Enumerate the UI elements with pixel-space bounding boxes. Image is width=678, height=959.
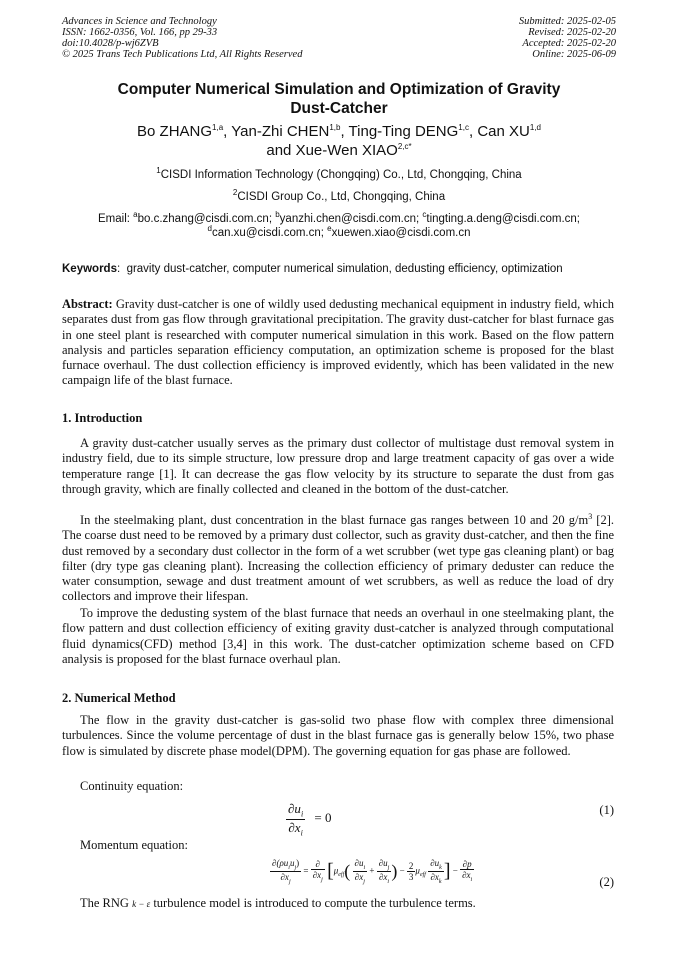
eq-term: ∂x	[312, 870, 322, 881]
paper-title	[62, 80, 616, 118]
author-sup: 2,c*	[397, 142, 412, 151]
author-and: and	[266, 142, 292, 159]
eq-sub: i	[288, 864, 290, 871]
rng-text: The RNG	[80, 896, 129, 910]
intro-p2-text: [2]. The coarse dust need to be removed by a primary dust collector, such as gravity dust-catcher, and then the fine dust removed by a secondary dust collector in the form of a wet scrubber (wet type gas cleaning plant) or bag filter (dry type gas cleaning plant). Increasing the collection efficiency of primary deduster can reduce the water consumption, sewage and dust treatment amount of wet scrubbers, as well as reduce the load of dry collectors and improve their lifespan.	[62, 513, 615, 604]
equation-2: $\frac{\partial(\rho u_iu_j)}{\partial x_j}$ = $\frac{\partial}{\partial x_j}$ [$\mu_{eff}$( $\frac{\partial u_i}{\partial x_j}$ + $\frac{\partial u_j}{\partial x_i}$ ) − $\frac{2}{3}$ $\mu_{eff}$ $\frac{\partial u_k}{\partial x_k}$ ] − $\frac{\partial p}{\partial x_i}$	[272, 858, 473, 885]
eq-sub: i	[387, 878, 390, 885]
eq-term: u	[289, 858, 295, 868]
dates-header	[519, 16, 616, 60]
affiliation-1	[62, 168, 616, 182]
eq-sub: eff	[419, 872, 426, 879]
email-label: Email:	[98, 213, 130, 225]
intro-paragraph-3: To improve the dedusting system of the blast furnace that needs an overhaul in one steelmaking plant, the flow pattern and dust collection efficiency of exiting gravity dust-catcher is analyzed through computational fluid dynamics(CFD) method [3,4] in this work. The dust-catcher optimization scheme based on CFD analysis is proposed for the blast furnace overhaul plan.	[62, 606, 614, 666]
author-name: Yan-Zhi CHEN	[231, 123, 330, 140]
eq-term: −	[399, 865, 405, 876]
rng-symbol: k − ε	[132, 899, 151, 909]
eq-term: μ	[333, 865, 339, 876]
affiliation-text: CISDI Information Technology (Chongqing) Co., Ltd, Chongqing, China	[160, 169, 522, 181]
method-paragraph-1: The flow in the gravity dust-catcher is gas-solid two phase flow with complex three dimensional turbulences. Since the volume percentage of dust in the blast furnace gas is generally below 15%, two phase flow is simulated by discrete phase model(DPM). The governing equation for gas phase are followed.	[62, 713, 614, 758]
eq-term: 2	[408, 860, 414, 871]
affiliation-text: CISDI Group Co., Ltd, Chongqing, China	[237, 191, 446, 203]
section-heading: 2. Numerical Method	[62, 691, 176, 705]
journal-header	[62, 16, 302, 60]
superscript: 3	[588, 511, 593, 521]
eq-term: ∂u	[288, 801, 301, 816]
eq-term: ∂p	[462, 859, 472, 870]
equation-number: (1)	[599, 803, 614, 817]
eq-term: ∂x	[462, 870, 471, 881]
email-sup: a	[133, 210, 138, 220]
email-link[interactable]: tingting.a.deng@cisdi.com.cn;	[426, 213, 580, 225]
title-line-1: Computer Numerical Simulation and Optimization of Gravity	[117, 81, 561, 98]
eq-sub: i	[300, 809, 304, 819]
eq-sub: i	[363, 864, 366, 871]
submitted-date: Submitted: 2025-02-05	[518, 16, 616, 27]
momentum-label: Momentum equation:	[80, 838, 188, 852]
revised-date: Revised: 2025-02-20	[528, 27, 616, 38]
title-line-2: Dust-Catcher	[290, 100, 388, 117]
copyright: © 2025 Trans Tech Publications Ltd, All Rights Reserved	[62, 49, 303, 60]
email-sup: d	[207, 224, 212, 234]
email-link[interactable]: bo.c.zhang@cisdi.com.cn;	[137, 213, 273, 225]
journal-name: Advances in Science and Technology	[62, 16, 217, 27]
eq-term: ∂x	[354, 871, 364, 882]
author-sup: 1,d	[529, 123, 541, 132]
affiliation-sup: 2	[232, 188, 238, 198]
abstract	[62, 297, 614, 389]
author-name: Xue-Wen XIAO	[295, 142, 398, 159]
email-link[interactable]: yanzhi.chen@cisdi.com.cn;	[279, 213, 420, 225]
rng-text: turbulence model is introduced to compute the turbulence terms.	[153, 896, 476, 910]
eq-term: ∂x	[288, 819, 301, 835]
author-name: Bo ZHANG	[137, 123, 213, 140]
eq-sub: j	[321, 877, 323, 884]
email-sup: c	[422, 210, 427, 220]
eq-term: ∂(ρu	[272, 858, 289, 868]
eq-sub: i	[300, 828, 303, 838]
eq-term: ∂	[311, 859, 325, 870]
eq-term: )	[296, 858, 300, 868]
eq-sub: j	[288, 878, 291, 885]
intro-paragraph-1: A gravity dust-catcher usually serves as the primary dust collector of multistage dust removal system in industry field, due to its simple structure, low pressure drop and large treatment capacity of gas over a wide temperature range [1]. It can decrease the gas flow velocity by its structure to separate the dust from gas through gravity, which are finally collected and cleaned in the bottom of the dust-catcher.	[62, 436, 614, 496]
eq-sub: j	[363, 878, 365, 885]
email-link[interactable]: xuewen.xiao@cisdi.com.cn	[331, 227, 471, 239]
eq-term: =	[303, 865, 309, 876]
section-heading: 1. Introduction	[62, 411, 143, 425]
eq-sub: eff	[338, 872, 345, 879]
email-link[interactable]: can.xu@cisdi.com.cn;	[211, 227, 324, 239]
author-sup: 1,c	[458, 123, 469, 132]
affiliation-sup: 1	[156, 166, 161, 176]
eq-sub: k	[439, 864, 442, 871]
eq-term: ∂u	[354, 858, 364, 868]
author-list: Bo ZHANG$^{1,a}$, Yan-Zhi CHEN$^{1,b}$, Ting-Ting DENG$^{1,c}$, Can XU$^{1,d}$ and Xue-Wen $XIAO^{2,c*}$	[137, 123, 541, 159]
eq-term: μ	[415, 865, 420, 876]
email-sup: b	[275, 210, 280, 220]
equation-number: (2)	[599, 875, 614, 889]
author-sup: 1,b	[329, 123, 341, 132]
rng-sentence	[62, 896, 614, 912]
affiliation-2	[62, 190, 616, 204]
eq-term: ∂u	[430, 858, 440, 868]
online-date: Online: 2025-06-09	[532, 49, 616, 60]
issn: ISSN: 1662-0356, Vol. 166, pp 29-33	[62, 27, 218, 38]
author-sup: 1,a	[212, 123, 224, 132]
equation-1	[286, 801, 332, 837]
keywords-text: gravity dust-catcher, computer numerical simulation, dedusting efficiency, optimization	[126, 263, 563, 275]
intro-paragraph-2	[62, 513, 614, 605]
email-list	[62, 212, 616, 240]
abstract-text: Gravity dust-catcher is one of wildly used dedusting mechanical equipment in industry field, which separates dust from gas flow through gravitational precipitation. The gravity dust-catcher for blast furnace gas in one steel plant is researched with computer numerical simulation in this work. Based on the flow pattern analysis and particles separation efficiency computation, an optimization scheme is proposed for the blast furnace overhaul. The dust collection efficiency is improved evidently, which has been validated in the new campaign life of the blast furnace.	[62, 297, 614, 388]
keywords-label: Keywords	[62, 263, 117, 275]
eq-term: +	[369, 865, 375, 876]
eq-sub: j	[294, 864, 297, 871]
intro-p2-text: In the steelmaking plant, dust concentration in the blast furnace gas ranges between 10 and 20 g/m	[80, 513, 589, 527]
email-sup: e	[327, 224, 332, 234]
eq-term: = 0	[314, 810, 332, 826]
eq-term: 3	[408, 871, 414, 882]
eq-sub: i	[470, 877, 473, 884]
continuity-label: Continuity equation:	[80, 779, 184, 793]
keywords: Keywords: gravity dust-catcher, computer numerical simulation, dedusting efficiency, optimization	[62, 263, 563, 275]
abstract-label: Abstract:	[62, 297, 113, 311]
doi: doi:10.4028/p-wj6ZVB	[62, 38, 159, 49]
author-name: Ting-Ting DENG	[348, 123, 459, 140]
eq-term: −	[452, 865, 458, 876]
eq-term: ∂u	[378, 858, 388, 868]
eq-term: ∂x	[430, 871, 439, 882]
eq-term: ∂x	[378, 871, 388, 882]
eq-sub: j	[387, 864, 390, 871]
eq-term: ∂x	[280, 871, 289, 882]
author-name: Can XU	[477, 123, 530, 140]
eq-sub: k	[438, 878, 442, 885]
accepted-date: Accepted: 2025-02-20	[522, 38, 616, 49]
